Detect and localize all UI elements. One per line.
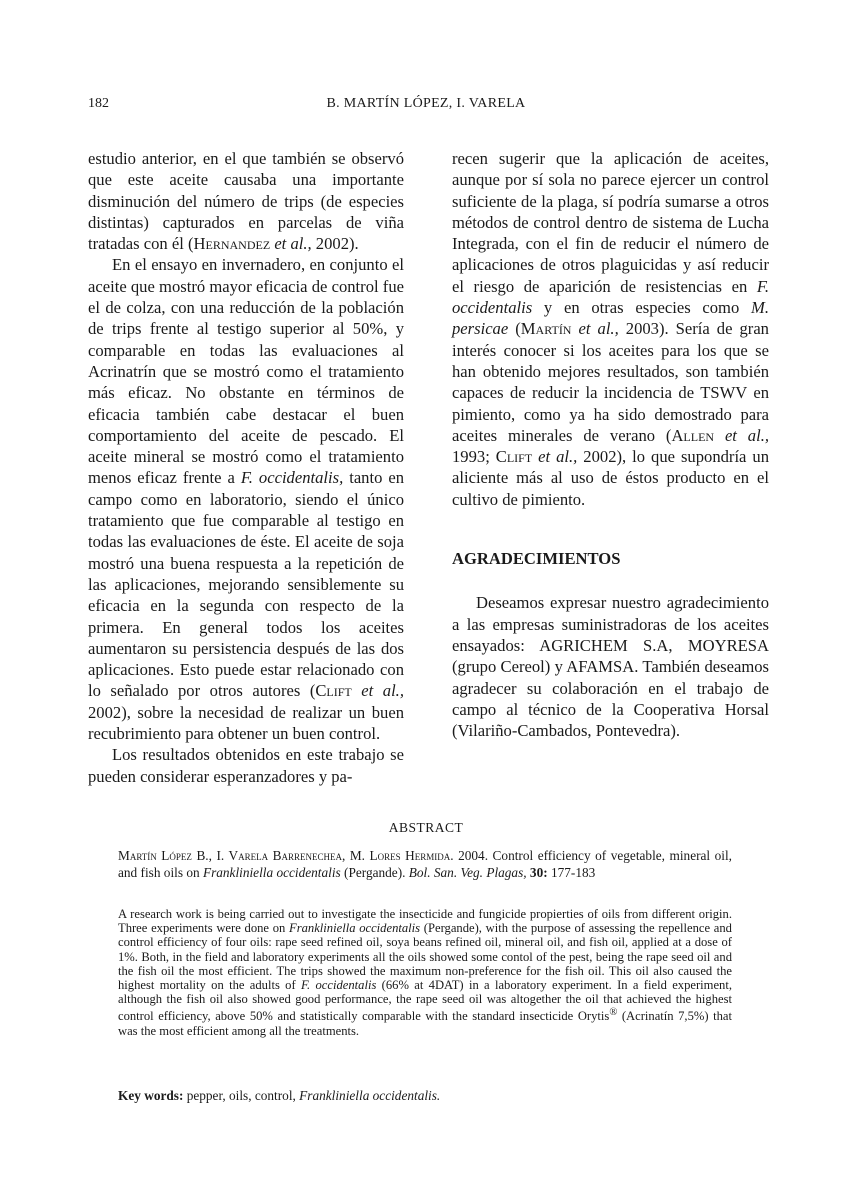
- right-column: [452, 148, 769, 741]
- section-heading: AGRADECIMIENTOS: [452, 549, 621, 569]
- abstract-body: A research work is being carried out to investigate the insecticide and fungicide propierties of oils from different origin. Three experiments were done on Frankliniella occidentalis (Pergande), with the purpose of assessing the repellence and control efficiency of four oils: rape seed refined oil, soya beans refined oil, mineral oil, and fish oil, applied at a dose of 1%. Both, in the field and laboratory experiments all the oils showed some contol of the pest, being the rape seed oil and the fish oil the most efficient. The trips showed the maximum non-preference for the fish oil. This oil also caused the highest mortality on the adults of F. occidentalis (66% at 4DAT) in a laboratory experiment. In a field experiment, although the fish oil also showed good performance, the rape seed oil was altogether the oil that achieved the highest control efficiency, above 50% and statistically comparable with the standard insecticide Orytis® (Acrinatín 7,5%) that was the most efficient among all the treatments.: [118, 907, 732, 1038]
- paragraph: estudio anterior, en el que también se observó que este aceite causaba una importante disminución del número de trips (de especies distintas) capturados en parcelas de viña tratadas con él (Hernandez et al., 2002).: [88, 149, 404, 254]
- running-title: B. MARTÍN LÓPEZ, I. VARELA: [326, 96, 526, 111]
- paragraph: recen sugerir que la aplicación de aceites, aunque por sí sola no parece ejercer un control suficiente de la plaga, sí podría sumarse a otros métodos de control dentro de sistema de Lucha Integrada, con el fin de reducir el número de aplicaciones de otros plaguicidas y así reducir el riesgo de aparición de resistencias en F. occidentalis y en otras especies como M. persicae (Martín et al., 2003). Sería de gran interés conocer si los aceites para los que se han obtenido mejores resultados, son también capaces de reducir la incidencia de TSWV en pimiento, como ya ha sido demostrado para aceites minerales de verano (Allen et al., 1993; Clift et al., 2002), lo que supondría un aliciente más al uso de éstos producto en el cultivo de pimiento.: [452, 149, 769, 509]
- paragraph: Los resultados obtenidos en este trabajo se pueden considerar esperanzadores y pa-: [88, 745, 404, 786]
- abstract-title: ABSTRACT: [388, 820, 464, 835]
- acknowledgements-text: Deseamos expresar nuestro agradecimiento a las empresas suministradoras de los aceites ensayados: AGRICHEM S.A, MOYRESA (grupo Cereol) y AFAMSA. También deseamos agradecer su colaboración en el trabajo de campo al técnico de la Cooperativa Horsal (Vilariño-Cambados, Pontevedra).: [452, 593, 769, 741]
- left-column: [88, 148, 404, 787]
- paragraph: En el ensayo en invernadero, en conjunto el aceite que mostró mayor eficacia de control fue el de colza, con una reducción de la población de trips frente al testigo superior al 50%, y comparable en todas las evaluaciones al Acrinatrín que se mostró como el tratamiento más eficaz. No obstante en términos de eficacia también cabe destacar el buen comportamiento del aceite de pescado. El aceite mineral se mostró como el tratamiento menos eficaz frente a F. occidentalis, tanto en campo como en laboratorio, siendo el único tratamiento que fue comparable al testigo en todas las evaluaciones de éste. El aceite de soja mostró una buena respuesta a la repetición de las aplicaciones, mejorando sensiblemente su eficacia en la segunda con respecto de la primera. En general todos los aceites aumentaron su persistencia después de las dos aplicaciones. Esto puede estar relacionado con lo señalado por otros autores (Clift et al., 2002), sobre la necesidad de realizar un buen recubrimiento para obtener un buen control.: [88, 255, 405, 744]
- keywords: Key words: pepper, oils, control, Frankliniella occidentalis.: [118, 1088, 441, 1103]
- page-number: 182: [88, 96, 109, 111]
- abstract-citation: Martín López B., I. Varela Barrenechea, M. Lores Hermida. 2004. Control efficiency of vegetable, mineral oil, and fish oils on Frankliniella occidentalis (Pergande). Bol. San. Veg. Plagas, 30: 177-183: [118, 848, 732, 880]
